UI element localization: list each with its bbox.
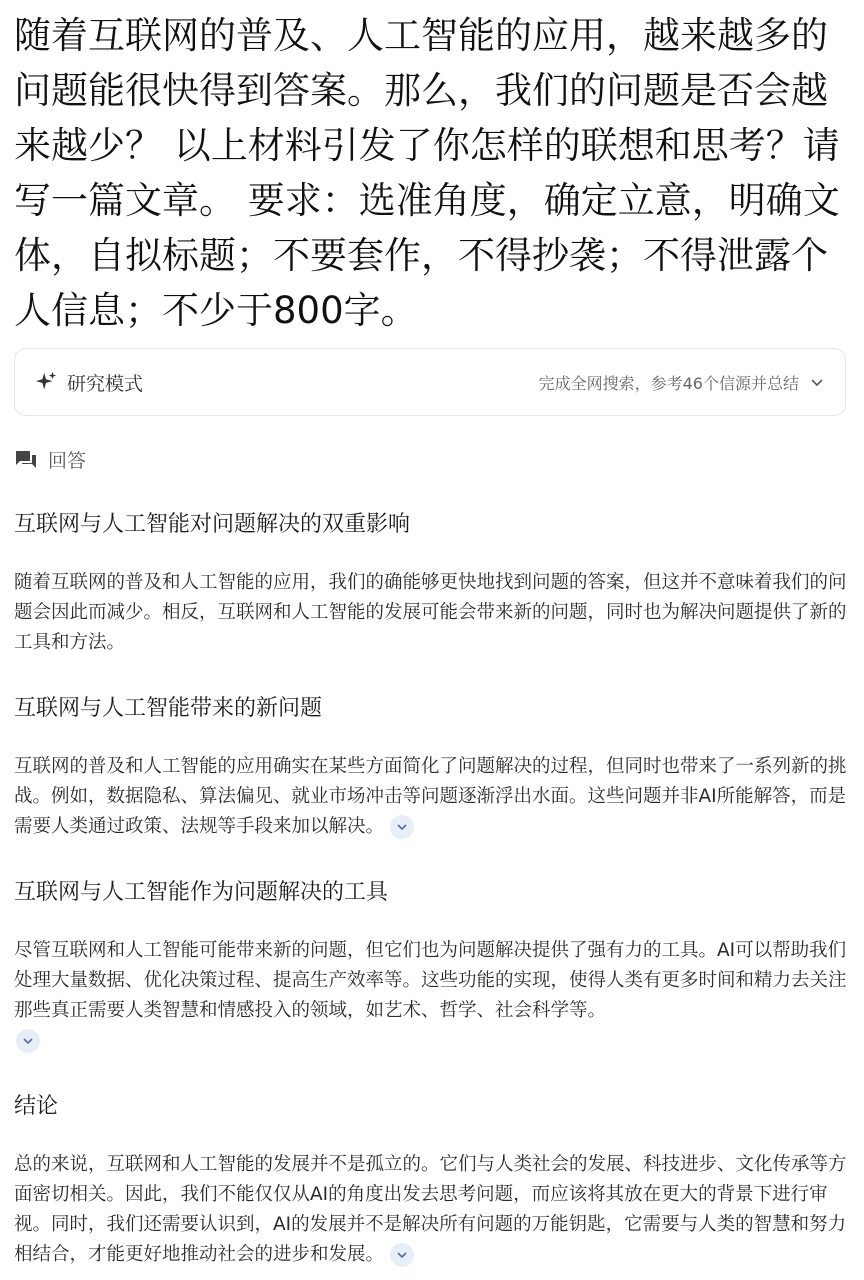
sources-text: 完成全网搜索，参考46个信源并总结 xyxy=(538,373,799,393)
chevron-down-icon xyxy=(396,1249,408,1261)
section-body xyxy=(14,936,848,1056)
section-title: 互联网与人工智能作为问题解决的工具 xyxy=(14,880,389,905)
section-body-text: 互联网的普及和人工智能的应用确实在某些方面简化了问题解决的过程，但同时也带来了一系列新的挑战。例如，数据隐私、算法偏见、就业市场冲击等问题逐渐浮出水面。这些问题并非AI所能解答，而是需要人类通过政策、法规等手段来加以解决。 xyxy=(14,756,847,837)
chat-bubble-icon xyxy=(14,449,38,471)
research-mode xyxy=(35,369,143,396)
section-body xyxy=(14,752,848,842)
expand-button[interactable] xyxy=(16,1029,40,1053)
expand-button[interactable] xyxy=(390,815,414,839)
section-body xyxy=(14,1150,848,1270)
user-question: 随着互联网的普及、人工智能的应用，越来越多的问题能很快得到答案。那么，我们的问题是否会越来越少？ 以上材料引发了你怎样的联想和思考？请写一篇文章。 要求：选准角度，确定立意，明确文体，自拟标题；不要套作，不得抄袭；不得泄露个人信息；不少于800字。 xyxy=(14,14,840,332)
section-body xyxy=(14,568,848,658)
chevron-down-icon xyxy=(396,821,408,833)
chevron-down-icon[interactable] xyxy=(809,374,825,390)
section-body-text: 随着互联网的普及和人工智能的应用，我们的确能够更快地找到问题的答案，但这并不意味着我们的问题会因此而减少。相反，互联网和人工智能的发展可能会带来新的问题，同时也为解决问题提供了新的工具和方法。 xyxy=(14,572,847,653)
sources-summary[interactable] xyxy=(539,371,825,394)
answer-header xyxy=(14,446,86,473)
section-title: 结论 xyxy=(14,1094,59,1119)
section-body-text: 尽管互联网和人工智能可能带来新的问题，但它们也为问题解决提供了强有力的工具。AI可以帮助我们处理大量数据、优化决策过程、提高生产效率等。这些功能的实现，使得人类有更多时间和精力去关注那些真正需要人类智慧和情感投入的领域，如艺术、哲学、社会科学等。 xyxy=(14,940,847,1021)
research-mode-card[interactable] xyxy=(14,348,846,416)
section-title: 互联网与人工智能带来的新问题 xyxy=(14,696,323,721)
section-title: 互联网与人工智能对问题解决的双重影响 xyxy=(14,512,411,537)
expand-button[interactable] xyxy=(390,1243,414,1267)
section-body-text: 总的来说，互联网和人工智能的发展并不是孤立的。它们与人类社会的发展、科技进步、文化传承等方面密切相关。因此，我们不能仅仅从AI的角度出发去思考问题，而应该将其放在更大的背景下进行审视。同时，我们还需要认识到，AI的发展并不是解决所有问题的万能钥匙，它需要与人类的智慧和努力相结合，才能更好地推动社会的进步和发展。 xyxy=(14,1154,847,1265)
chevron-down-icon xyxy=(22,1035,34,1047)
answer-label: 回答 xyxy=(48,450,87,472)
research-mode-label: 研究模式 xyxy=(67,372,144,395)
answer-content xyxy=(14,502,848,1270)
sparkle-icon xyxy=(35,371,57,393)
